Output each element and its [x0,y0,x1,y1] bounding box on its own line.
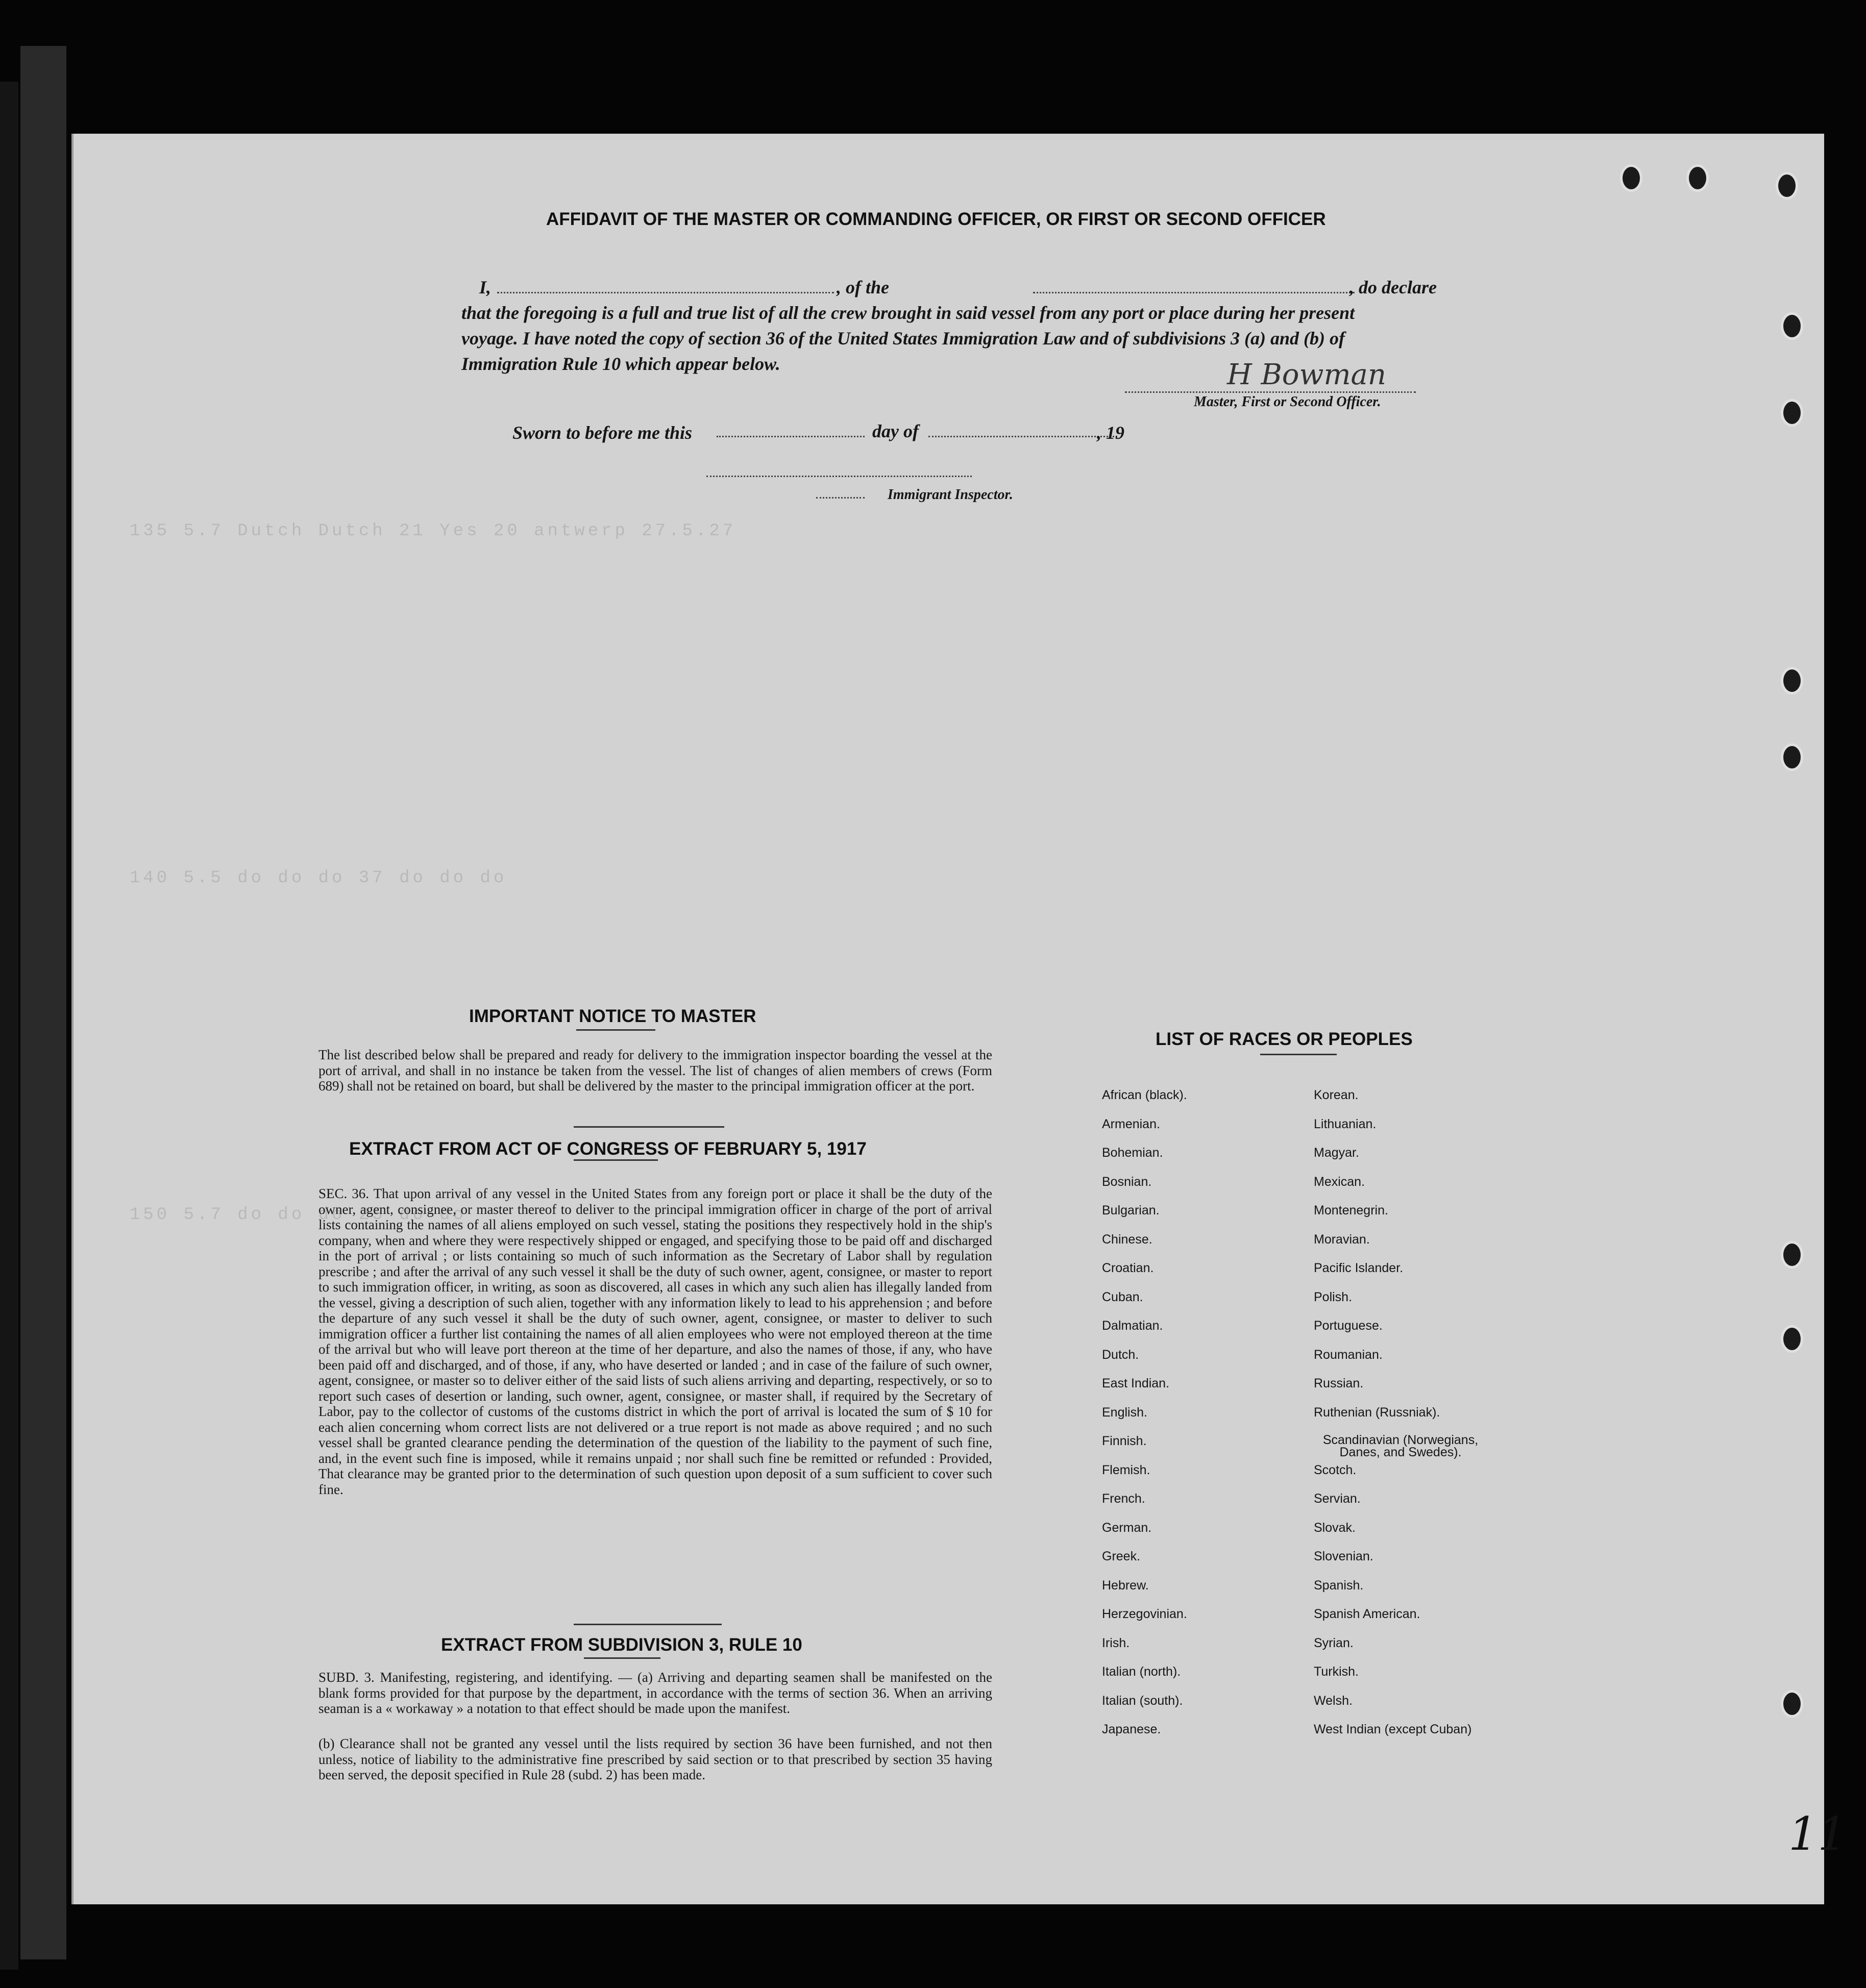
race-entry: Slovenian. [1314,1549,1373,1563]
race-entry: West Indian (except Cuban) [1314,1722,1472,1736]
month-blank [928,436,1117,437]
race-entry: Spanish. [1314,1578,1364,1593]
punch-hole [1781,399,1803,427]
race-entry: African (black). [1102,1088,1187,1102]
affidavit-line2: that the foregoing is a full and true list of all the crew brought in said vessel from any port or place during her present [461,303,1355,323]
race-entry: French. [1102,1492,1145,1506]
bleed-through-text: 135 5.7 Dutch Dutch 21 Yes 20 antwerp 27.5.27 [130,521,736,541]
race-entry: East Indian. [1102,1376,1170,1390]
rule-para-a: SUBD. 3. Manifesting, registering, and identifying. — (a) Arriving and departing seamen shall be manifested on the blank forms provided for that purpose by the department, in accordance with the terms of section 36. When an arriving seaman is a « workaway » a notation to that effect should be made upon the manifest. [318,1670,992,1716]
act-text: SEC. 36. That upon arrival of any vessel in the United States from any foreign port or place it shall be the duty of the owner, agent, consignee, or master thereof to deliver to the principal immigration officer in charge of the port of arrival lists containing the names of all aliens employed on such vessel, stating the positions they respectively hold in the ship's company, when and where they were respectively shipped or engaged, and specifying those to be paid off and discharged in the port of arrival ; or lists containing so much of such information as the Secretary of Labor shall by regulation prescribe ; and after the arrival of any such vessel it shall be the duty of such owner, agent, consignee, or master to report to such immigration officer, in writing, as soon as discovered, all cases in which any such alien has illegally landed from the vessel, giving a description of such alien, together with any information likely to lead to his apprehension ; and before the departure of any such vessel it shall be the duty of such owner, agent, consignee, or master to deliver to such immigration officer a further list containing the names of all alien employees who were not employed thereon at the time of the arrival but who will leave port thereon at the time of her departure, and also the names of those, if any, who have been paid off and discharged, and of those, if any, who have deserted or landed ; and in case of the failure of such owner, agent, consignee, or master so to deliver either of the said lists of such aliens arriving and departing, respectively, or so to report such cases of desertion or landing, such owner, agent, consignee, or master shall, if required by the Secretary of Labor, pay to the collector of customs of the customs district in which the port of arrival is located the sum of $ 10 for each alien concerning whom correct lists are not delivered or a true report is not made as above required ; and no such vessel shall be granted clearance pending the determination of the question of the liability to the payment of such fine, and, in the event such fine is imposed, while it remains unpaid ; nor shall such fine be remitted or refunded : Provided, That clearance may be granted prior to the determination of such question upon deposit of a sum sufficient to cover such fine. [318,1186,992,1497]
race-entry: Chinese. [1102,1232,1152,1247]
race-entry: Pacific Islander. [1314,1261,1404,1275]
punch-hole [1686,164,1709,192]
name-blank [497,292,834,293]
race-entry: Herzegovinian. [1102,1607,1187,1621]
race-entry: Korean. [1314,1088,1359,1102]
vessel-blank [1033,292,1355,293]
race-entry: Servian. [1314,1492,1361,1506]
race-entry: Dutch. [1102,1347,1139,1362]
page-number-mark: 11 [1788,1807,1847,1861]
race-entry: Lithuanian. [1314,1116,1377,1131]
affidavit-title: AFFIDAVIT OF THE MASTER OR COMMANDING OFFICER, OR FIRST OR SECOND OFFICER [546,209,1326,229]
rule-title-rule [584,1657,660,1659]
manifest-page [71,134,1847,1904]
binding-edge [20,46,66,1959]
punch-hole [1781,312,1803,340]
race-entry: Bulgarian. [1102,1203,1160,1217]
race-entry: Dalmatian. [1102,1319,1163,1333]
act-title-rule [574,1159,658,1161]
race-entry: Cuban. [1102,1289,1143,1304]
race-entry: Moravian. [1314,1232,1370,1247]
notice-title: IMPORTANT NOTICE TO MASTER [469,1006,756,1026]
race-entry: Russian. [1314,1376,1364,1390]
race-entry: Scandinavian (Norwegians, Danes, and Swedes). [1322,1433,1479,1459]
race-entry: Irish. [1102,1635,1130,1650]
inspector-dots [816,497,865,499]
race-entry: German. [1102,1520,1152,1535]
race-entry: Italian (south). [1102,1693,1183,1708]
inspector-line [706,476,972,477]
race-entry: Japanese. [1102,1722,1161,1736]
race-entry: Roumanian. [1314,1347,1383,1362]
race-entry: Polish. [1314,1289,1353,1304]
notice-text: The list described below shall be prepared and ready for delivery to the immigration inspector boarding the vessel at the port of arrival, and shall in no instance be taken from the vessel. The list of changes of alien members of crews (Form 689) shall not be retained on board, but shall be delivered by the master to the principal immigration officer at the port. [318,1047,992,1094]
sworn-day-blank [717,436,865,437]
race-entry: Mexican. [1314,1174,1365,1189]
notice-separator [574,1126,724,1128]
rule-para-b: (b) Clearance shall not be granted any vessel until the lists required by section 36 have been furnished, and not then unless, notice of liability to the administrative fine prescribed by said section or to that prescribed by section 35 having been served, the deposit specified in Rule 28 (subd. 2) has been made. [318,1736,992,1782]
notice-title-rule [576,1029,655,1031]
punch-hole [1781,1690,1803,1718]
sworn-text: Sworn to before me this [512,423,693,443]
races-title: LIST OF RACES OR PEOPLES [1156,1029,1413,1049]
bleed-through-text: 150 5.7 do do do 25 do do [130,1205,467,1225]
day-of-text: day of [872,421,919,441]
affidavit-i: I, [479,277,492,297]
race-entry: Turkish. [1314,1664,1359,1679]
race-entry: Spanish American. [1314,1607,1420,1621]
signer-caption: Master, First or Second Officer. [1194,394,1381,410]
race-entry: Armenian. [1102,1116,1160,1131]
race-entry: Finnish. [1102,1434,1147,1448]
year-text: , 19 [1097,423,1124,443]
race-entry: Ruthenian (Russniak). [1314,1405,1440,1420]
master-signature: H Bowman [1227,358,1386,391]
bleed-through-text: 140 5.5 do do do 37 do do do [130,868,507,888]
race-entry: Bosnian. [1102,1174,1152,1189]
punch-hole [1776,172,1798,200]
races-title-rule [1260,1054,1337,1055]
inspector-caption: Immigrant Inspector. [888,487,1013,503]
punch-hole [1781,743,1803,771]
binding-edge-dark [0,82,18,1970]
act-separator [574,1624,722,1625]
punch-hole [1781,1325,1803,1353]
race-entry: Syrian. [1314,1635,1354,1650]
punch-hole [1620,164,1642,192]
race-entry: Croatian. [1102,1261,1154,1275]
race-entry: Greek. [1102,1549,1141,1563]
race-entry: Welsh. [1314,1693,1353,1708]
race-entry: Slovak. [1314,1520,1356,1535]
act-title: EXTRACT FROM ACT OF CONGRESS OF FEBRUARY 5, 1917 [349,1139,867,1159]
punch-hole [1781,1241,1803,1269]
race-entry: Italian (north). [1102,1664,1181,1679]
rule-title: EXTRACT FROM SUBDIVISION 3, RULE 10 [441,1635,802,1655]
affidavit-of-the: , of the [837,277,889,297]
race-entry: English. [1102,1405,1147,1420]
signature-line [1125,391,1416,393]
race-entry: Portuguese. [1314,1319,1383,1333]
affidavit-line3: voyage. I have noted the copy of section 36 of the United States Immigration Law and of subdivisions 3 (a) and (b) of [461,328,1345,349]
punch-hole [1781,667,1803,694]
race-entry: Scotch. [1314,1462,1357,1477]
race-entry: Montenegrin. [1314,1203,1388,1217]
affidavit-line4: Immigration Rule 10 which appear below. [461,354,780,374]
affidavit-declare: , do declare [1349,277,1437,297]
race-entry: Hebrew. [1102,1578,1149,1593]
race-entry: Magyar. [1314,1146,1359,1160]
race-entry: Flemish. [1102,1462,1150,1477]
race-entry: Bohemian. [1102,1146,1163,1160]
